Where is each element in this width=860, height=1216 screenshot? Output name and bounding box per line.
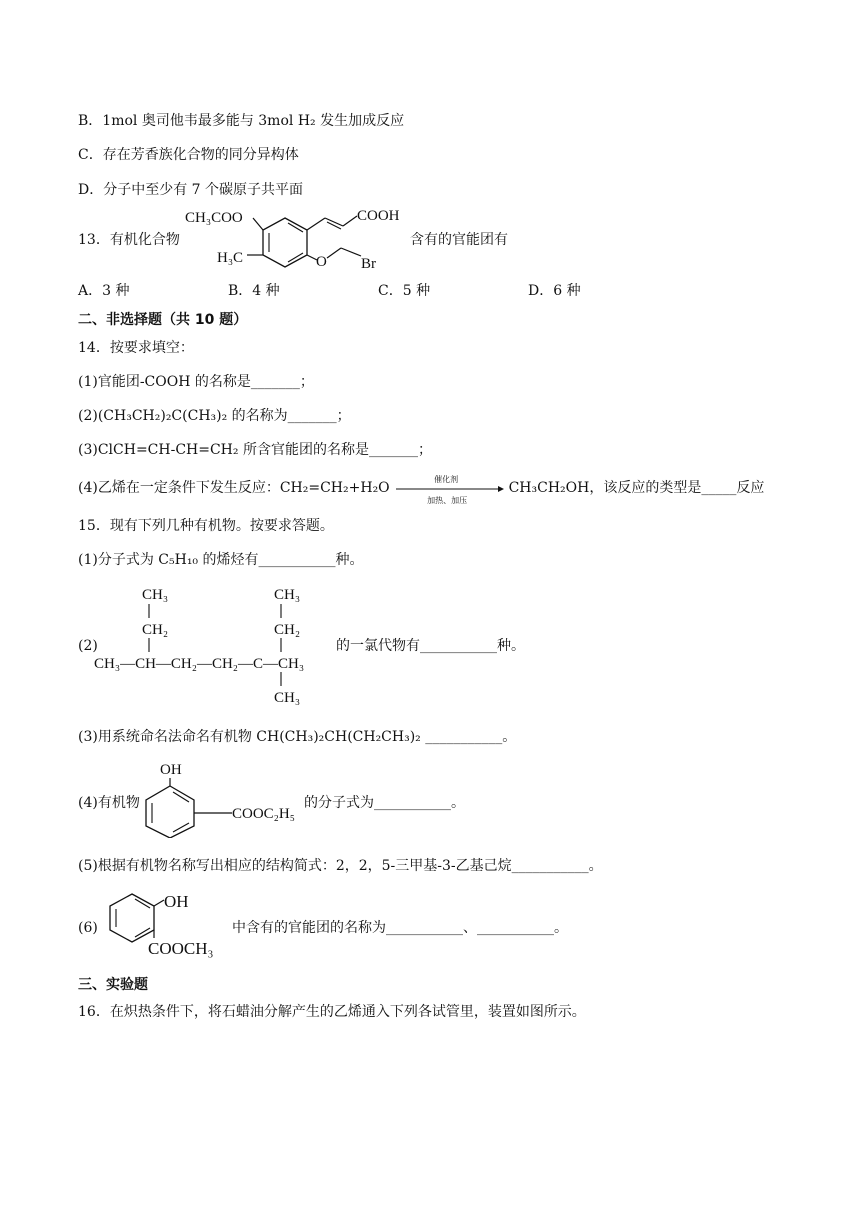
reaction-arrow-condition-bottom: 加热、加压 — [427, 496, 468, 505]
q15-6-benzene-ring — [110, 894, 154, 942]
q12-option-d: D．分子中至少有 7 个碳原子共平面 — [78, 182, 304, 198]
q15-item-6-prefix: (6) — [78, 920, 98, 936]
q13-label-br: Br — [361, 256, 376, 272]
q14-item-1: (1)官能团-COOH 的名称是_______； — [78, 374, 314, 390]
q13-prefix: 13．有机化合物 — [78, 232, 180, 248]
q13-option-b: B．4 种 — [228, 283, 280, 299]
q13-option-d: D．6 种 — [528, 283, 581, 299]
q15-item-4-prefix: (4)有机物 — [78, 795, 140, 811]
q15-4-label-cooc2h5: COOC₂H₅ — [232, 806, 295, 822]
q15-item-4-suffix: 的分子式为___________。 — [304, 795, 465, 811]
reaction-arrow-condition-top: 催化剂 — [434, 475, 459, 484]
q15-2-label-ch2-left: CH₂ — [142, 622, 169, 638]
q14-item-4-right: CH₃CH₂OH，该反应的类型是_____反应 — [508, 480, 765, 496]
q15-item-2-structure — [92, 580, 342, 710]
q15-item-4-structure — [140, 758, 310, 838]
q15-item-2-prefix: (2) — [78, 638, 98, 654]
q15-item-3: (3)用系统命名法命名有机物 CH(CH₃)₂CH(CH₂CH₃)₂ ___________。 — [78, 729, 517, 745]
q15-6-label-oh: OH — [164, 892, 189, 911]
q14-item-4 — [78, 475, 765, 505]
q12-option-c: C．存在芳香族化合物的同分异构体 — [78, 147, 299, 163]
q15-2-label-ch3-bottom: CH₃ — [274, 690, 301, 706]
q13-option-c: C．5 种 — [378, 283, 431, 299]
q14-item-4-left: (4)乙烯在一定条件下发生反应：CH₂=CH₂+H₂O — [78, 480, 390, 496]
q15-2-label-ch3-top-left: CH₃ — [142, 587, 169, 603]
q15-item-6-suffix: 中含有的官能团的名称为___________、___________。 — [232, 920, 568, 936]
q15-item-2-suffix: 的一氯代物有___________种。 — [336, 638, 525, 654]
q15-6-label-cooch3: COOCH₃ — [148, 939, 214, 958]
q13-option-a: A．3 种 — [78, 283, 130, 299]
q15-4-benzene-ring — [146, 786, 194, 838]
q15-title: 15．现有下列几种有机物。按要求答题。 — [78, 518, 334, 534]
q15-2-label-ch3-top-right: CH₃ — [274, 587, 301, 603]
q13-suffix: 含有的官能团有 — [410, 232, 508, 248]
q12-option-b: B．1mol 奥司他韦最多能与 3mol H₂ 发生加成反应 — [78, 113, 405, 129]
q13-benzene-ring — [263, 218, 307, 267]
q15-item-5: (5)根据有机物名称写出相应的结构简式：2，2，5-三甲基-3-乙基己烷___________。 — [78, 858, 603, 874]
q15-item-6-structure — [94, 888, 234, 963]
section-3-heading: 三、实验题 — [78, 977, 148, 993]
q13-label-cooh: COOH — [357, 208, 400, 224]
q15-item-1: (1)分子式为 C₅H₁₀ 的烯烃有___________种。 — [78, 552, 364, 568]
q13-label-ch3coo: CH₃COO — [185, 210, 243, 226]
q15-2-label-ch2-right: CH₂ — [274, 622, 301, 638]
q13-label-o: O — [316, 254, 327, 270]
q15-4-label-oh: OH — [160, 762, 182, 778]
q13-structure-diagram — [185, 200, 415, 275]
q13-label-h3c: H₃C — [217, 250, 244, 266]
q15-2-label-main-chain: CH₃—CH—CH₂—CH₂—C—CH₃ — [94, 656, 305, 672]
q14-item-3: (3)ClCH=CH-CH=CH₂ 所含官能团的名称是_______； — [78, 442, 432, 458]
reaction-arrow — [394, 475, 504, 505]
q16-text: 16．在炽热条件下，将石蜡油分解产生的乙烯通入下列各试管里，装置如图所示。 — [78, 1004, 586, 1020]
q14-title: 14．按要求填空： — [78, 340, 194, 356]
q14-item-2: (2)(CH₃CH₂)₂C(CH₃)₂ 的名称为_______； — [78, 408, 351, 424]
section-2-heading: 二、非选择题（共 10 题） — [78, 312, 248, 328]
